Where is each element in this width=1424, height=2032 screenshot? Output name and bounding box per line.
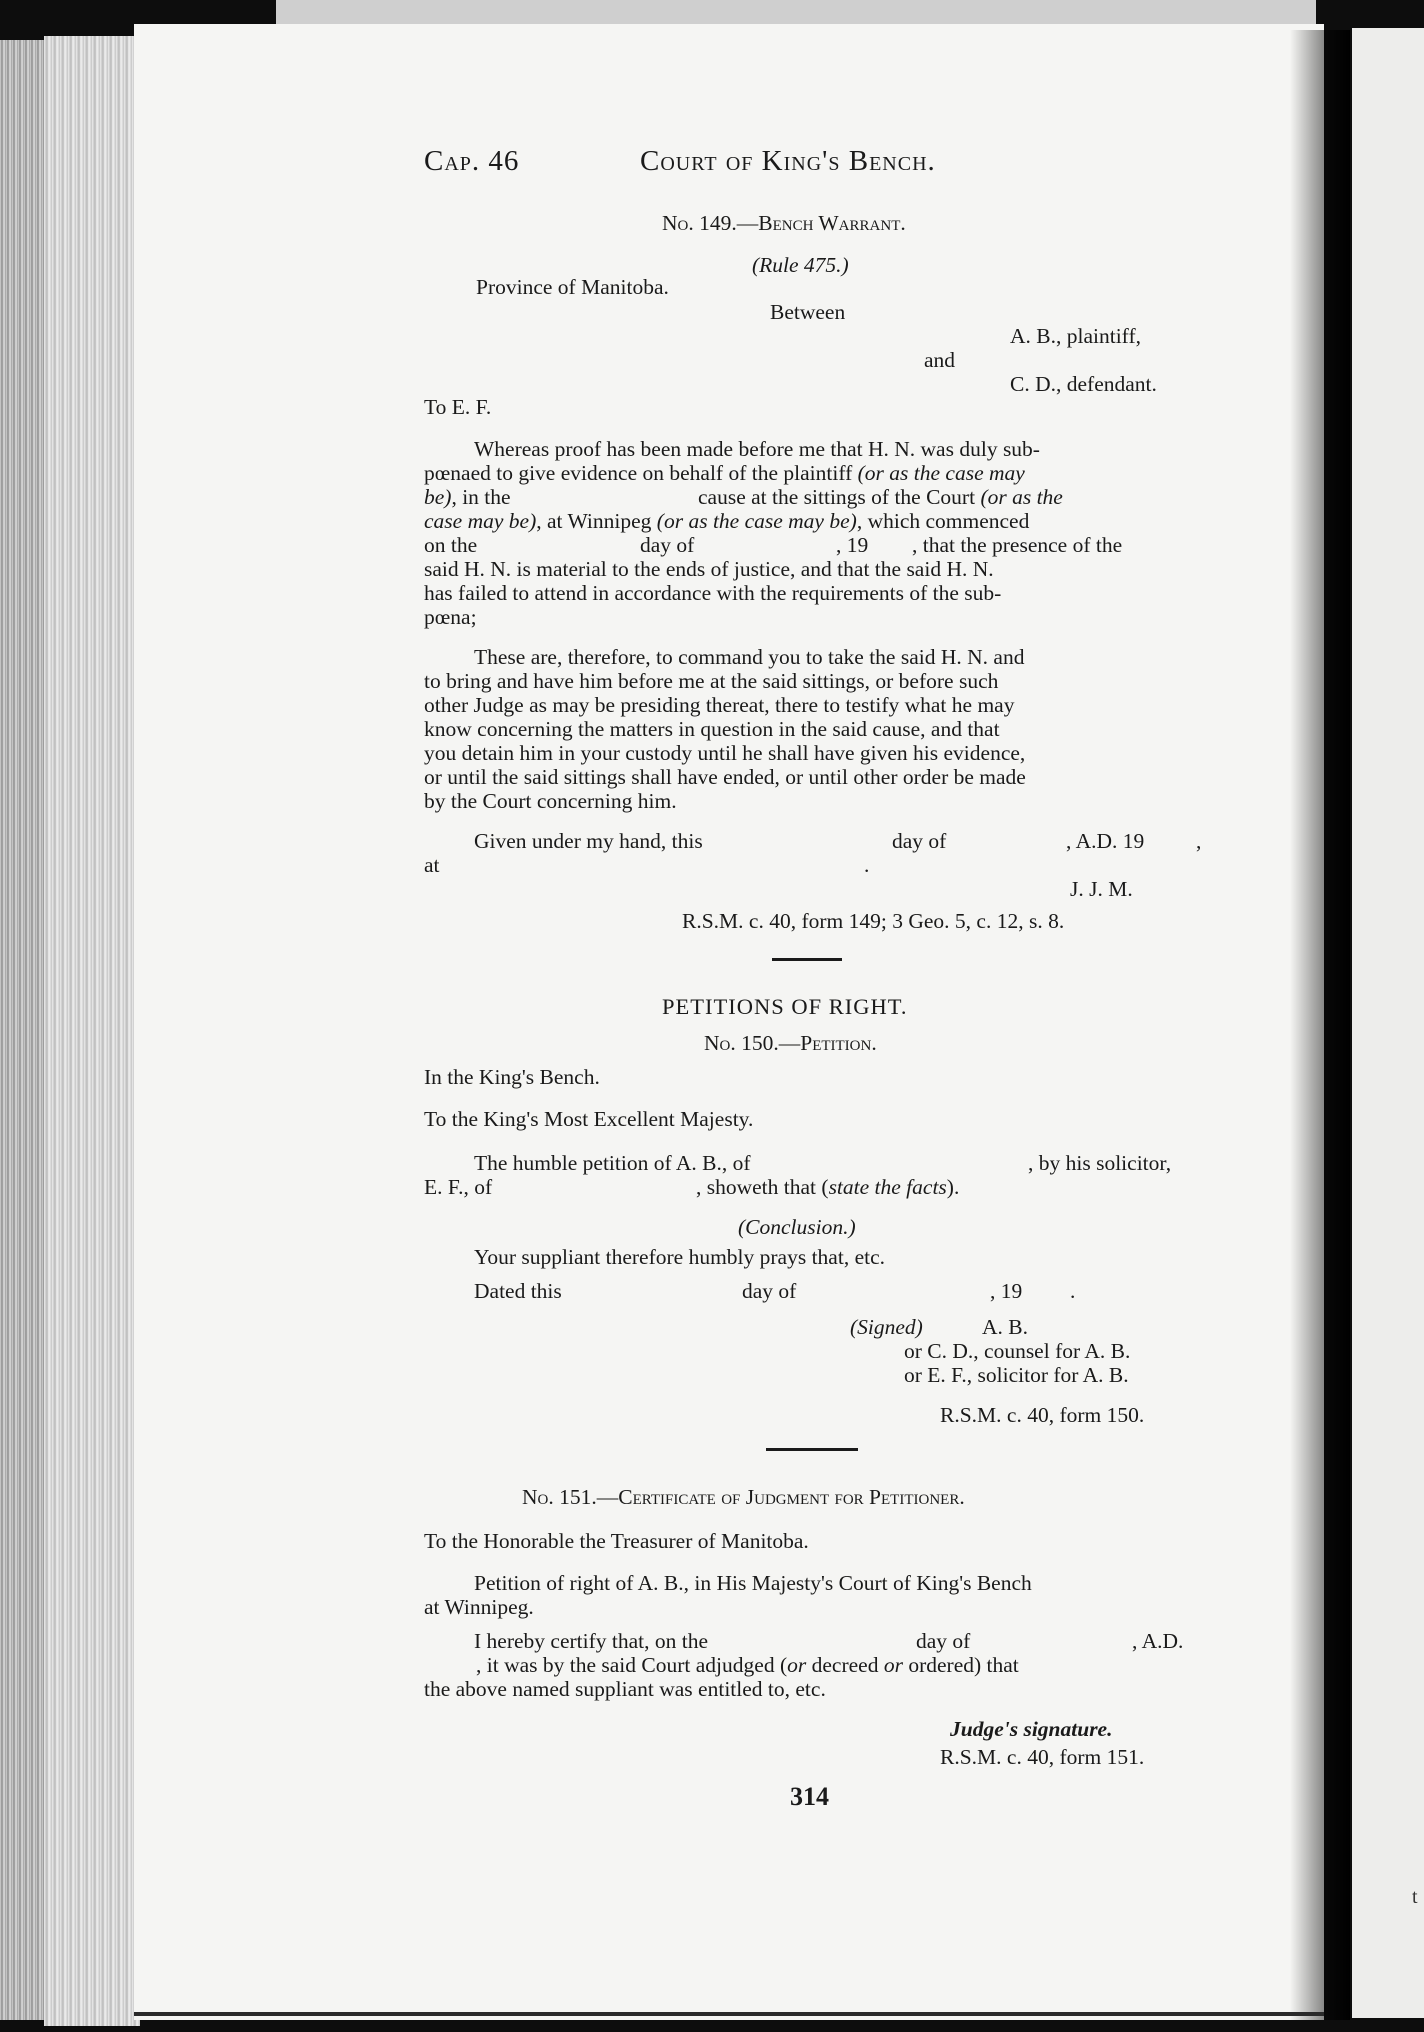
form-150-dated: Dated this [474, 1279, 562, 1303]
form-149-heading: No. 149.—Bench Warrant. [662, 211, 906, 235]
form-150-petition-line: , by his solicitor, [1028, 1151, 1172, 1175]
form-151-certify-line: , it was by the said Court adjudged (or decreed or ordered) that [476, 1653, 1019, 1677]
form-149-at: at [424, 853, 440, 877]
form-151-heading: No. 151.—Certificate of Judgment for Petitioner. [522, 1485, 965, 1509]
form-149-province: Province of Manitoba. [476, 275, 669, 299]
form-149-defendant: C. D., defendant. [1010, 372, 1157, 396]
form-149-para1-line: be), in the [424, 485, 511, 509]
form-151-citation: R.S.M. c. 40, form 151. [940, 1745, 1145, 1769]
form-151-certify-day: day of [916, 1629, 971, 1653]
form-150-signed-label: (Signed) [850, 1315, 923, 1339]
chapter-number: Cap. 46 [424, 145, 520, 177]
form-150-heading: No. 150.—Petition. [704, 1031, 877, 1055]
form-150-petition-line: E. F., of [424, 1175, 493, 1199]
form-149-para1-line: , that the presence of the [912, 533, 1123, 557]
book-page [134, 24, 1324, 2020]
form-149-between: Between [770, 300, 846, 324]
form-149-para1-line: case may be), at Winnipeg (or as the case may be), which commenced [424, 509, 1030, 533]
form-150-counsel: or C. D., counsel for A. B. [904, 1339, 1131, 1363]
form-149-para1-line: pœnaed to give evidence on behalf of the plaintiff (or as the case may [424, 461, 1025, 485]
form-151-certify-line: the above named suppliant was entitled to, etc. [424, 1677, 826, 1701]
form-150-dated-period: . [1070, 1279, 1076, 1303]
facing-page-glyph: t [1412, 1886, 1418, 1908]
form-149-at-period: . [864, 853, 870, 877]
form-149-para2-line: know concerning the matters in question in the said cause, and that [424, 717, 1000, 741]
book-page-edges-left [0, 40, 44, 2020]
form-149-given-day: day of [892, 829, 947, 853]
form-149-para2-line: These are, therefore, to command you to take the said H. N. and [474, 645, 1025, 669]
form-149-plaintiff: A. B., plaintiff, [1010, 324, 1141, 348]
form-150-petition-line: The humble petition of A. B., of [474, 1151, 751, 1175]
facing-page-edge [1352, 28, 1424, 2018]
form-150-addressee: To the King's Most Excellent Majesty. [424, 1107, 754, 1131]
form-149-para1-line: has failed to attend in accordance with the requirements of the sub- [424, 581, 1002, 605]
form-149-para2-line: you detain him in your custody until he shall have given his evidence, [424, 741, 1026, 765]
form-149-rule: (Rule 475.) [752, 253, 849, 277]
book-fore-edge [44, 36, 140, 2026]
form-149-given-line: Given under my hand, this [474, 829, 703, 853]
form-150-signed-name: A. B. [982, 1315, 1028, 1339]
form-151-para-line: at Winnipeg. [424, 1595, 534, 1619]
form-150-dated-day: day of [742, 1279, 797, 1303]
section-divider [772, 958, 842, 961]
form-149-given-year: , A.D. 19 [1066, 829, 1145, 853]
form-149-para2-line: by the Court concerning him. [424, 789, 677, 813]
form-151-certify-line: I hereby certify that, on the [474, 1629, 709, 1653]
form-150-solicitor: or E. F., solicitor for A. B. [904, 1363, 1129, 1387]
form-149-para1-line: day of [640, 533, 695, 557]
form-149-para1-line: pœna; [424, 605, 477, 629]
form-149-citation: R.S.M. c. 40, form 149; 3 Geo. 5, c. 12, s. 8. [682, 909, 1065, 933]
form-149-para2-line: other Judge as may be presiding thereat, there to testify what he may [424, 693, 1015, 717]
running-title: Court of King's Bench. [640, 145, 936, 177]
gutter-shadow [1290, 30, 1350, 2020]
form-150-prayer: Your suppliant therefore humbly prays that, etc. [474, 1245, 886, 1269]
page-bottom-edge [134, 2012, 1324, 2016]
form-149-given-comma: , [1196, 829, 1202, 853]
form-149-signature: J. J. M. [1070, 877, 1133, 901]
section-title: PETITIONS OF RIGHT. [662, 994, 908, 1019]
form-150-conclusion: (Conclusion.) [738, 1215, 856, 1239]
form-149-para1-line: said H. N. is material to the ends of justice, and that the said H. N. [424, 557, 994, 581]
form-149-para1-line: Whereas proof has been made before me that H. N. was duly sub- [474, 437, 1040, 461]
form-150-court: In the King's Bench. [424, 1065, 600, 1089]
form-151-judge-signature: Judge's signature. [950, 1717, 1113, 1741]
form-149-para2-line: or until the said sittings shall have ended, or until other order be made [424, 765, 1026, 789]
form-150-dated-year: , 19 [990, 1279, 1023, 1303]
form-149-addressee: To E. F. [424, 395, 492, 419]
form-149-para1-line: , 19 [836, 533, 869, 557]
form-149-and: and [924, 348, 956, 372]
section-divider [766, 1448, 858, 1451]
form-149-para1-line: cause at the sittings of the Court (or as the [698, 485, 1063, 509]
form-149-para1-line: on the [424, 533, 478, 557]
form-151-certify-ad: , A.D. [1132, 1629, 1184, 1653]
form-151-addressee: To the Honorable the Treasurer of Manitoba. [424, 1529, 809, 1553]
form-149-para2-line: to bring and have him before me at the said sittings, or before such [424, 669, 999, 693]
form-150-citation: R.S.M. c. 40, form 150. [940, 1403, 1145, 1427]
page-number: 314 [790, 1782, 829, 1811]
form-151-para-line: Petition of right of A. B., in His Majesty's Court of King's Bench [474, 1571, 1032, 1595]
form-150-petition-line: , showeth that (state the facts). [696, 1175, 960, 1199]
